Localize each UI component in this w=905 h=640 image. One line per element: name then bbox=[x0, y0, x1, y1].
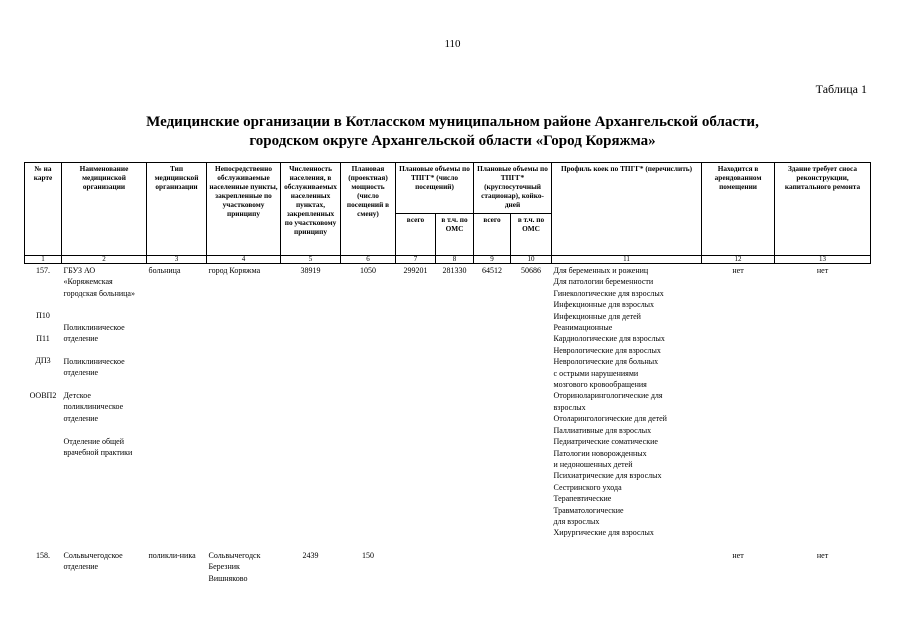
header-visit-volumes: Плановые объемы по ТПГГ* (число посещений) bbox=[396, 163, 474, 214]
bed-profile: взрослых bbox=[553, 402, 586, 412]
capacity: 1050 bbox=[360, 266, 376, 275]
bed-profile: Для патологии беременности bbox=[553, 277, 654, 287]
bed-profile: Гинекологические для взрослых bbox=[553, 288, 664, 298]
bed-profile: мозгового кровообращения bbox=[553, 380, 647, 390]
column-number: 4 bbox=[207, 256, 281, 264]
bed-profile: Инфекционные для детей bbox=[553, 311, 641, 321]
subunit-name: Поликлиническое отделение bbox=[63, 357, 125, 378]
bed-profile: с острыми нарушениями bbox=[553, 368, 639, 378]
table-row bbox=[25, 540, 871, 585]
header-org-type: Тип медицинской организации bbox=[147, 163, 207, 256]
column-number: 7 bbox=[396, 256, 436, 264]
table-row bbox=[25, 264, 871, 540]
subunit-code: ООВП2 bbox=[29, 390, 57, 400]
bed-profile: Патологии новорожденных bbox=[553, 448, 647, 458]
repair-flag: нет bbox=[816, 266, 829, 275]
header-repair: Здание требует сноса реконструкции, капитального ремонта bbox=[775, 163, 871, 256]
settlements: Сольвычегодск Березник Вишняково bbox=[208, 550, 261, 583]
bed-profile: Инфекционные для взрослых bbox=[553, 300, 655, 310]
population: 38919 bbox=[300, 266, 321, 275]
bed-profile: Паллиативные для взрослых bbox=[553, 425, 652, 435]
column-number: 13 bbox=[775, 256, 871, 264]
column-number: 10 bbox=[511, 256, 552, 264]
title-line-2: городском округе Архангельской области «Город Коряжма» bbox=[249, 133, 656, 149]
visits-total: 299201 bbox=[403, 266, 428, 275]
title-line-1: Медицинские организации в Котласском муниципальном районе Архангельской области, bbox=[146, 114, 759, 130]
org-type: больница bbox=[148, 266, 181, 275]
subunit-name: Поликлиническое отделение bbox=[63, 323, 125, 344]
column-number: 8 bbox=[436, 256, 474, 264]
header-org-name: Наименование медицинской организации bbox=[62, 163, 147, 256]
beddays-total: 64512 bbox=[482, 266, 503, 275]
bed-profile: Хирургические для взрослых bbox=[553, 528, 654, 538]
bed-profile: Для беременных и рожениц bbox=[553, 266, 649, 275]
subunit-name: Отделение общей врачебной практики bbox=[63, 437, 133, 458]
header-beddays-oms: в т.ч. по ОМС bbox=[511, 214, 552, 256]
column-number: 9 bbox=[474, 256, 511, 264]
bed-profile: Оториноларингологические для bbox=[553, 391, 663, 401]
header-map-number: № на карте bbox=[25, 163, 62, 256]
table-label: Таблица 1 bbox=[815, 82, 867, 96]
document-title bbox=[0, 113, 905, 151]
org-type: поликли-ника bbox=[148, 550, 196, 560]
header-visits-total: всего bbox=[396, 214, 436, 256]
rented-flag: нет bbox=[732, 550, 744, 560]
bed-profile: Педиатрические соматические bbox=[553, 437, 658, 447]
column-number: 1 bbox=[25, 256, 62, 264]
visits-oms: 281330 bbox=[442, 266, 467, 275]
header-visits-oms: в т.ч. по ОМС bbox=[436, 214, 474, 256]
org-name: Сольвычегодское отделение bbox=[63, 550, 123, 572]
header-settlements: Непосредственно обслуживаемые населенные пункты, закрепленные по участковому принципу bbox=[207, 163, 281, 256]
subunit-code: П10 bbox=[36, 311, 50, 321]
bed-profile: Терапевтические bbox=[553, 494, 612, 504]
bed-profile: Сестринского ухода bbox=[553, 482, 622, 492]
bed-profiles-list bbox=[552, 264, 702, 540]
header-bedday-volumes: Плановые объемы по ТПГГ* (круглосуточный стационар), койко-дней bbox=[474, 163, 552, 214]
bed-profile: Отоларингологические для детей bbox=[553, 414, 667, 424]
bed-profile: и недоношенных детей bbox=[553, 459, 633, 469]
column-number: 6 bbox=[341, 256, 396, 264]
map-number: 157. bbox=[36, 266, 50, 275]
org-name: ГБУЗ АО «Коряжемская городская больница» bbox=[63, 266, 135, 298]
subunit-name: Детское поликлиническое отделение bbox=[63, 391, 124, 423]
medical-organizations-table bbox=[24, 162, 871, 585]
capacity: 150 bbox=[362, 550, 374, 560]
population: 2439 bbox=[302, 550, 319, 560]
map-number: 158. bbox=[36, 550, 50, 560]
header-capacity: Плановая (проектная) мощность (число посещений в смену) bbox=[341, 163, 396, 256]
bed-profile: Кардиологические для взрослых bbox=[553, 334, 665, 344]
column-number: 12 bbox=[702, 256, 775, 264]
header-beddays-total: всего bbox=[474, 214, 511, 256]
header-rented: Находится в арендованном помещении bbox=[702, 163, 775, 256]
beddays-oms: 50686 bbox=[521, 266, 542, 275]
bed-profile: Неврологические для взрослых bbox=[553, 345, 661, 355]
bed-profile: Травматологические bbox=[553, 505, 624, 515]
rented-flag: нет bbox=[732, 266, 744, 275]
bed-profile: Неврологические для больных bbox=[553, 357, 659, 367]
bed-profile: Реанимационные bbox=[553, 323, 613, 333]
page-number: 110 bbox=[444, 38, 461, 50]
column-number: 11 bbox=[552, 256, 702, 264]
bed-profile: для взрослых bbox=[553, 516, 600, 526]
subunit-code: П11 bbox=[36, 333, 50, 343]
header-bed-profiles: Профиль коек по ТПГГ* (перечислить) bbox=[552, 163, 702, 256]
bed-profile: Психиатрические для взрослых bbox=[553, 471, 662, 481]
column-number: 2 bbox=[62, 256, 147, 264]
column-number: 5 bbox=[281, 256, 341, 264]
repair-flag: нет bbox=[816, 550, 829, 560]
subunit-code: ДП3 bbox=[35, 356, 51, 366]
header-population: Численность населения, в обслуживаемых населенных пунктах, закрепленных по участковому принципу bbox=[281, 163, 341, 256]
settlements: город Коряжма bbox=[208, 266, 261, 275]
column-number: 3 bbox=[147, 256, 207, 264]
